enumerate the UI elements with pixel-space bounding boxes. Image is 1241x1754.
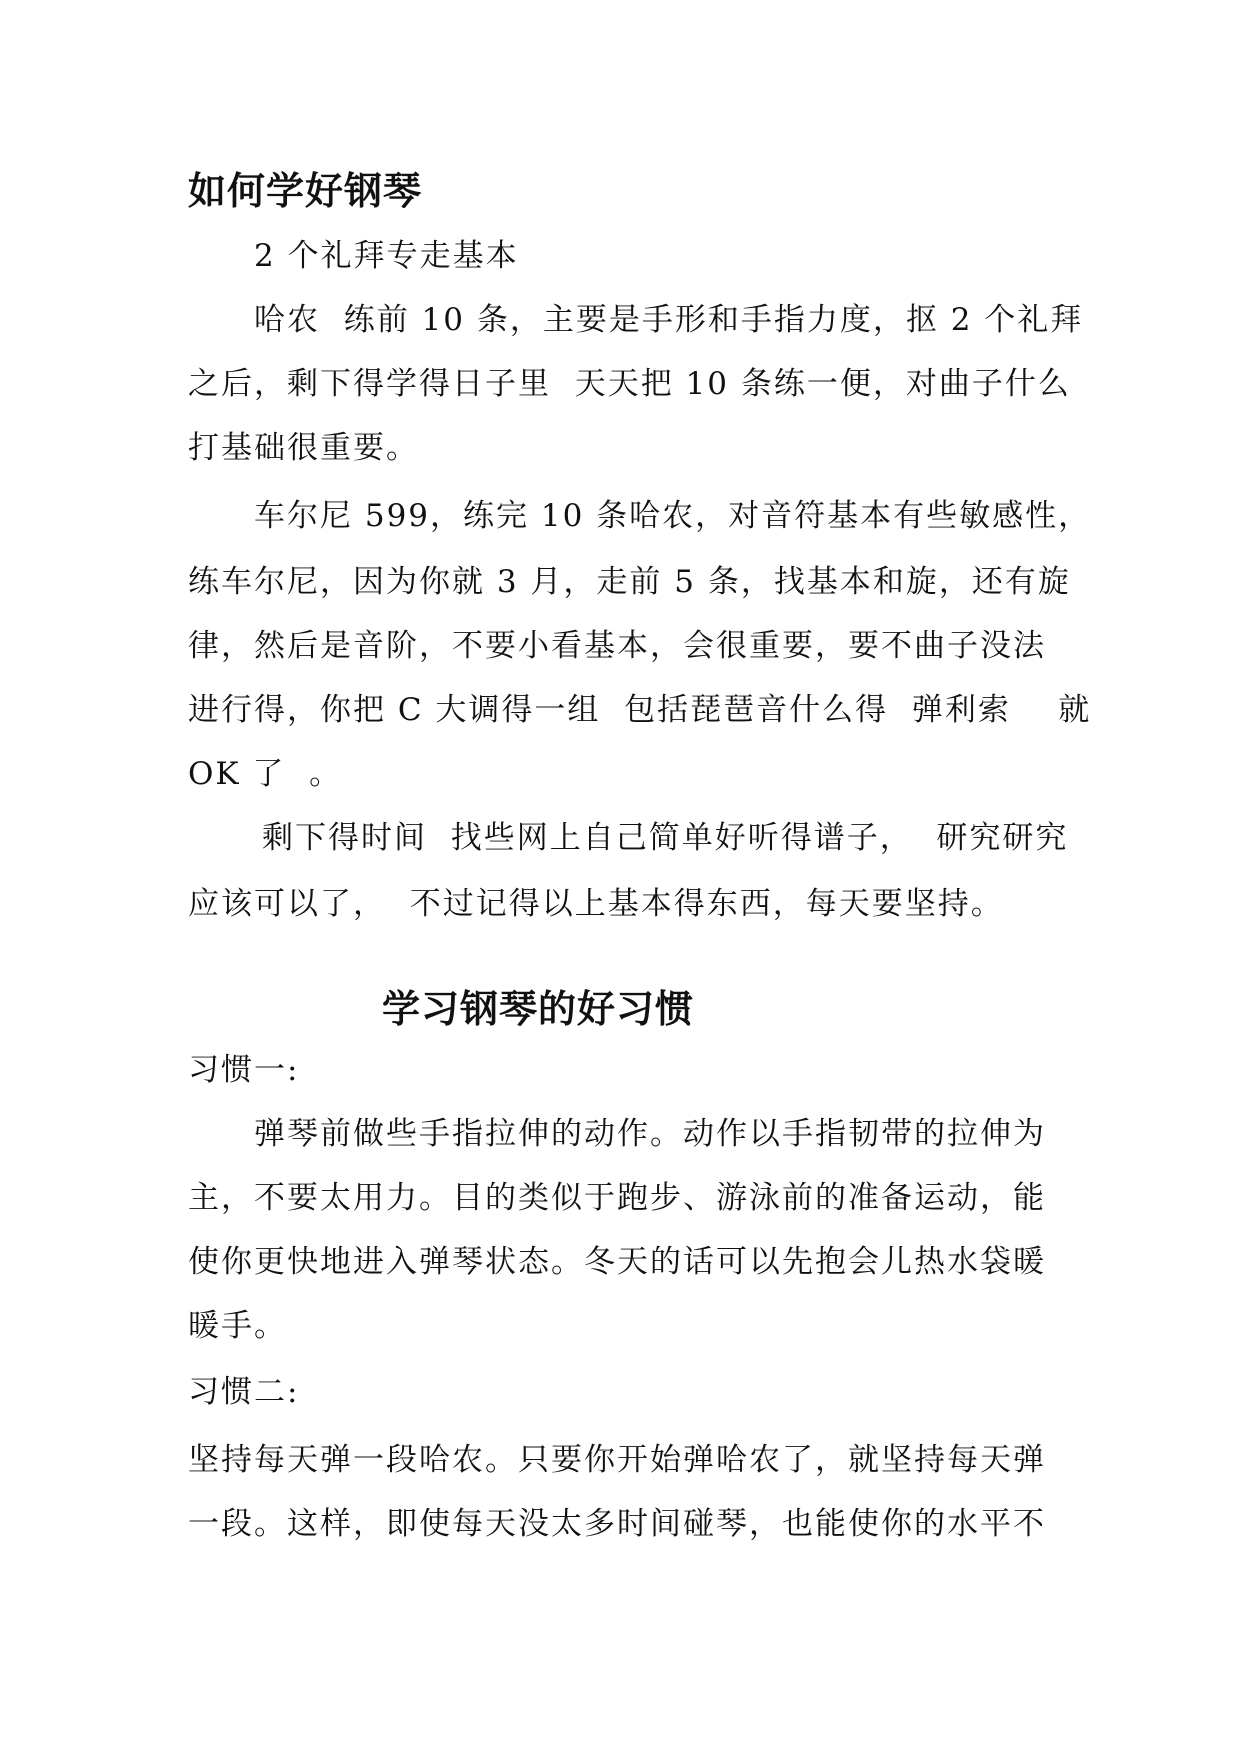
text-line: 剩下得时间 找些网上自己简单好听得谱子， 研究研究 (262, 820, 1069, 856)
text-line: 练车尔尼，因为你就 3 月，走前 5 条，找基本和旋，还有旋 (188, 564, 1071, 600)
text-line: 主，不要太用力。目的类似于跑步、游泳前的准备运动，能 (188, 1180, 1046, 1216)
text-line: 车尔尼 599，练完 10 条哈农，对音符基本有些敏感性， (254, 498, 1092, 534)
text-line: 之后，剩下得学得日子里 天天把 10 条练一便，对曲子什么 (188, 366, 1071, 402)
section1-title: 如何学好钢琴 (188, 169, 423, 213)
text-line: 应该可以了， 不过记得以上基本得东西，每天要坚持。 (188, 886, 1004, 922)
text-line: 一段。这样，即使每天没太多时间碰琴，也能使你的水平不 (188, 1506, 1046, 1542)
text-line: 哈农 练前 10 条，主要是手形和手指力度，抠 2 个礼拜 (254, 302, 1084, 338)
text-line: 弹琴前做些手指拉伸的动作。动作以手指韧带的拉伸为 (254, 1116, 1046, 1152)
text-line: 坚持每天弹一段哈农。只要你开始弹哈农了，就坚持每天弹 (188, 1442, 1046, 1478)
text-line: 2 个礼拜专走基本 (254, 238, 519, 274)
text-line: 打基础很重要。 (188, 430, 419, 466)
text-line: 习惯一: (188, 1052, 300, 1088)
text-line: 暖手。 (188, 1308, 287, 1344)
text-line: OK 了 。 (188, 756, 343, 792)
text-line: 进行得，你把 C 大调得一组 包括琵琶音什么得 弹利索 就 (188, 692, 1092, 728)
text-line: 使你更快地进入弹琴状态。冬天的话可以先抱会儿热水袋暖 (188, 1244, 1046, 1280)
text-line: 习惯二: (188, 1374, 300, 1410)
text-line: 律，然后是音阶，不要小看基本，会很重要，要不曲子没法 (188, 628, 1046, 664)
section2-title: 学习钢琴的好习惯 (382, 987, 695, 1031)
